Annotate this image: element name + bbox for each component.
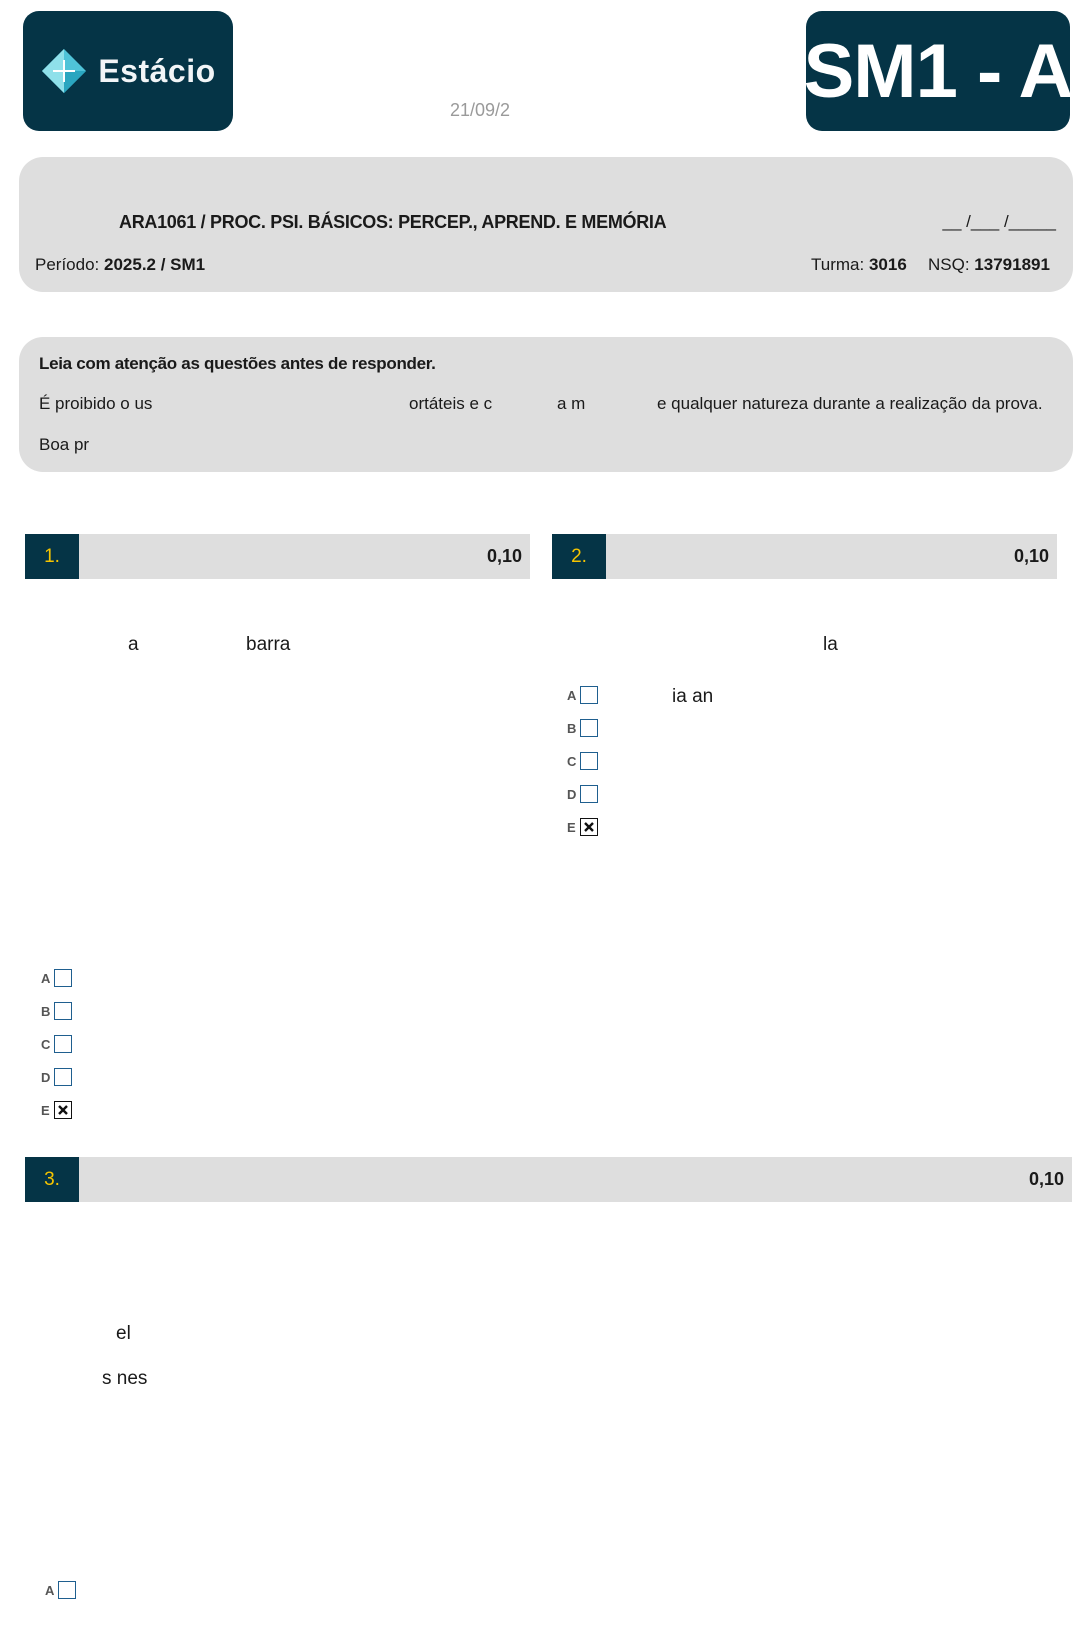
- date-blank: __ /___ /_____: [942, 212, 1056, 231]
- question-number: 2.: [552, 534, 606, 579]
- option-letter: D: [41, 1069, 51, 1085]
- option-letter: C: [41, 1036, 51, 1052]
- periodo: [35, 255, 205, 275]
- question-1-header: [25, 534, 530, 579]
- option-letter: D: [567, 786, 577, 802]
- checkbox[interactable]: [580, 785, 598, 803]
- exam-date: 21/09/2: [449, 100, 511, 120]
- x-mark-icon: [57, 1104, 69, 1116]
- question-2-options: [567, 685, 598, 837]
- question-score: 0,10: [1013, 546, 1049, 566]
- option-letter: E: [567, 819, 576, 835]
- periodo-value: 2025.2 / SM1: [104, 255, 206, 274]
- nsq-label: NSQ:: [928, 255, 970, 274]
- option-c[interactable]: [567, 751, 598, 771]
- instructions-text: É proibido o us: [39, 394, 153, 413]
- checkbox-checked[interactable]: [580, 818, 598, 836]
- checkbox[interactable]: [580, 719, 598, 737]
- option-c[interactable]: [41, 1034, 72, 1054]
- turma-value: 3016: [868, 255, 907, 274]
- question-3-text: s nes: [102, 1368, 148, 1389]
- estacio-logo: [23, 11, 233, 131]
- question-1-text: barra: [246, 634, 291, 655]
- checkbox[interactable]: [54, 1002, 72, 1020]
- option-a[interactable]: [41, 968, 72, 988]
- option-letter: E: [41, 1102, 50, 1118]
- option-letter: A: [41, 970, 51, 986]
- checkbox[interactable]: [54, 1068, 72, 1086]
- question-score: 0,10: [486, 546, 522, 566]
- checkbox[interactable]: [54, 1035, 72, 1053]
- checkbox-checked[interactable]: [54, 1101, 72, 1119]
- periodo-label: Período:: [35, 255, 100, 274]
- instructions-text: ortáteis e c: [409, 394, 493, 413]
- option-e[interactable]: [41, 1100, 72, 1120]
- nsq-value: 13791891: [974, 255, 1050, 274]
- instructions-text: Boa pr: [39, 435, 90, 454]
- question-1-text: a: [128, 634, 139, 655]
- option-letter: A: [45, 1582, 55, 1598]
- option-letter: A: [567, 687, 577, 703]
- turma: [811, 255, 907, 275]
- checkbox[interactable]: [580, 752, 598, 770]
- checkbox[interactable]: [580, 686, 598, 704]
- exam-code-badge: SM1 - A: [806, 11, 1070, 131]
- turma-label: Turma:: [811, 255, 865, 274]
- x-mark-icon: [583, 821, 595, 833]
- question-2-text: la: [823, 634, 838, 655]
- option-b[interactable]: [567, 718, 598, 738]
- option-b[interactable]: [41, 1001, 72, 1021]
- question-2-text: ia an: [672, 686, 714, 707]
- option-letter: C: [567, 753, 577, 769]
- question-1-options: [41, 968, 72, 1120]
- checkbox[interactable]: [58, 1581, 76, 1599]
- course-title: ARA1061 / PROC. PSI. BÁSICOS: PERCEP., APREND. E MEMÓRIA: [119, 212, 667, 232]
- checkbox[interactable]: [54, 969, 72, 987]
- brand-name: Estácio: [98, 52, 216, 89]
- instructions-title: Leia com atenção as questões antes de responder.: [39, 354, 436, 373]
- instructions-text: e qualquer natureza durante a realização da prova.: [657, 394, 1043, 413]
- question-3-options: [45, 1580, 76, 1600]
- question-number: 3.: [25, 1157, 79, 1202]
- instructions-text: a m: [557, 394, 586, 413]
- question-3-header: [25, 1157, 1072, 1202]
- option-letter: B: [41, 1003, 51, 1019]
- option-d[interactable]: [567, 784, 598, 804]
- option-letter: B: [567, 720, 577, 736]
- estacio-diamond-icon: [40, 47, 88, 95]
- question-2-header: [552, 534, 1057, 579]
- option-e[interactable]: [567, 817, 598, 837]
- question-number: 1.: [25, 534, 79, 579]
- question-score: 0,10: [1028, 1169, 1064, 1189]
- option-d[interactable]: [41, 1067, 72, 1087]
- option-a[interactable]: [567, 685, 598, 705]
- question-3-text: el: [116, 1323, 131, 1344]
- option-a[interactable]: [45, 1580, 76, 1600]
- nsq: [928, 255, 1050, 275]
